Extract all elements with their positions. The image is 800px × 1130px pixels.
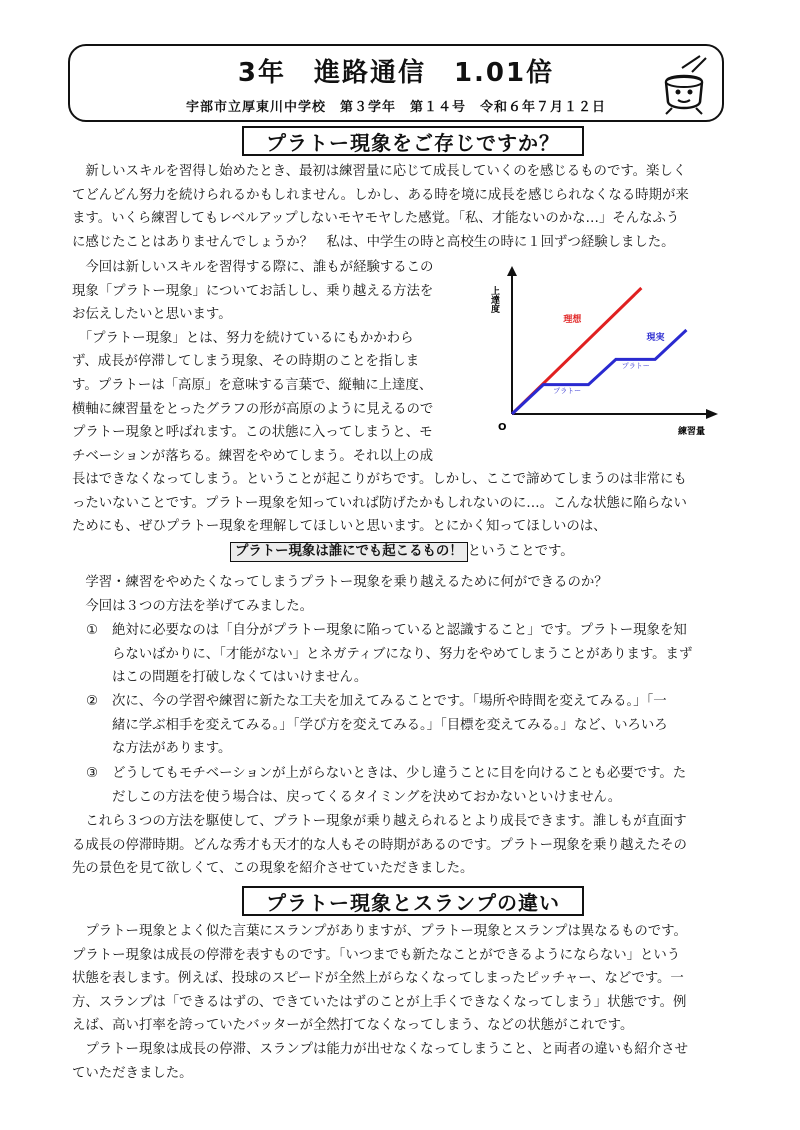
series-label: 理想 [563,315,582,325]
section2-heading: プラトー現象とスランプの違い [242,886,584,916]
method-number: ② [86,694,99,709]
mascot-drum-icon [652,52,716,116]
newsletter-header [68,44,724,122]
emphasis-tail: ということです。 [467,544,574,559]
method-item-1 [86,619,736,691]
body-line: 方、スランプは「できるはずの、できていたはずのことが上手くできなくなってしまう」状態です。例 [72,994,687,1010]
intro-line: に感じたことはありませんでしょうか？ 私は、中学生の時と高校生の時に１回ずつ経験しました。 [72,234,675,250]
section1-heading: プラトー現象をご存じですか？ [242,126,584,156]
side-line: 現象「プラトー現象」についてお話しし、乗り越える方法を [72,283,434,299]
emphasis-box: プラトー現象は誰にでも起こるもの！ [230,542,468,562]
intro-line: 新しいスキルを習得し始めたとき、最初は練習量に応じて成長していくのを感じるものです。楽しく [72,164,687,179]
method-item-2 [86,690,736,762]
newsletter-title: 3年 進路通信 1.01倍 [237,58,555,88]
section1-intro [72,160,732,254]
method-line: はこの問題を打破しなくてはいけません。 [112,670,368,686]
body-line: プラトー現象は成長の停滞、スランプは能力が出せなくなってしまうこと、と両者の違いも紹介させ [72,1041,688,1057]
newsletter-subtitle: 宇部市立厚東川中学校 第３学年 第１４号 令和６年７月１２日 [185,100,606,115]
method-line: だしこの方法を使う場合は、戻ってくるタイミングを決めておかないといけません。 [112,789,622,805]
lead-line: 学習・練習をやめたくなってしまうプラトー現象を乗り越えるために何ができるのか？ [72,575,608,590]
method-item-3 [86,762,736,810]
method-number: ① [86,623,99,638]
body-line: ったいないことです。プラトー現象を知っていれば防げたかもしれないのに…。こんな状態に陥らない [72,495,687,511]
closing-line: 先の景色を見て欲しくて、この現象を紹介させていただきました。 [72,861,474,877]
method-line: 絶対に必要なのは「自分がプラトー現象に陥っていると認識すること」です。プラトー現象を知 [112,623,687,638]
method-line: な方法があります。 [112,741,232,757]
plateau-annotation: プラトー [553,387,582,395]
section2-body [72,920,732,1085]
method-line: らないばかりに、「才能がない」とネガティブになり、努力をやめてしまうことがあります。まず [112,646,693,662]
side-line: 今回は新しいスキルを習得する際に、誰もが経験するこの [72,260,434,275]
body-line: プラトー現象とよく似た言葉にスランプがありますが、プラトー現象とスランプは異なるものです。 [72,924,687,939]
section1-side-text [72,256,472,468]
body-line: えば、高い打率を誇っていたバッターが全然打てなくなってしまう、などの状態がこれです。 [72,1018,634,1034]
section1-closing [72,810,732,881]
y-axis-arrow-icon [507,266,517,276]
side-line: プラトー現象と呼ばれます。この状態に入ってしまうと、モ [72,425,433,441]
plateau-annotation: プラトー [621,361,650,370]
section1-full-text [72,468,732,539]
side-line: お伝えしたいと思います。 [72,307,232,323]
section1-lead [72,571,732,618]
x-axis-label: 練習量 [678,427,706,437]
closing-line: これら３つの方法を駆使して、プラトー現象が乗り越えられるとより成長できます。誰しもが直面す [72,814,687,829]
intro-line: ます。いくら練習してもレベルアップしないモヤモヤした感覚。「私、才能ないのかな…」そんなふう [72,211,680,227]
side-line: 「プラトー現象」とは、努力を続けているにもかかわら [72,330,414,346]
intro-line: てどんどん努力を続けられるかもしれません。しかし、ある時を境に成長を感じられなくなる時期が来 [72,187,689,203]
method-line: 緒に学ぶ相手を変えてみる。」「学び方を変えてみる。」「目標を変えてみる。」など、いろいろ [112,717,668,733]
lead-line: 今回は３つの方法を挙げてみました。 [72,598,314,614]
origin-label: O [498,422,507,433]
side-line: チベーションが落ちる。練習をやめてしまう。それ以上の成 [72,448,434,464]
body-line: 長はできなくなってしまう。ということが起こりがちです。しかし、ここで諦めてしまうのは非常にも [72,472,687,487]
side-line: ず、成長が停滞してしまう現象、その時期のことを指しま [72,354,420,370]
side-line: す。プラトーは「高原」を意味する言葉で、縦軸に上達度、 [72,377,433,393]
body-line: プラトー現象は成長の停滞を表すものです。「いつまでも新たなことができるようにならない」という [72,947,681,963]
body-line: ためにも、ぜひプラトー現象を理解してほしいと思います。とにかく知ってほしいのは、 [72,519,607,535]
body-line: 状態を表します。例えば、投球のスピードが全然上がらなくなってしまったピッチャー、などです。一 [72,971,684,987]
x-axis-arrow-icon [706,409,718,419]
series-label: 現実 [646,333,665,343]
method-line: どうしてもモチベーションが上がらないときは、少し違うことに目を向けることも必要です。た [112,766,687,781]
closing-line: る成長の停滞時期。どんな秀才も天才的な人もその時期があるのです。プラトー現象を乗り越えたその [72,837,687,853]
body-line: ていただきました。 [72,1065,193,1081]
emphasis-line [230,540,730,564]
side-line: 横軸に練習量をとったグラフの形が高原のように見えるので [72,401,434,417]
method-line: 次に、今の学習や練習に新たな工夫を加えてみることです。「場所や時間を変えてみる。」「一 [112,694,667,709]
method-number: ③ [86,766,99,781]
plateau-chart [474,264,724,444]
y-axis-label: 上達度 [489,286,499,313]
